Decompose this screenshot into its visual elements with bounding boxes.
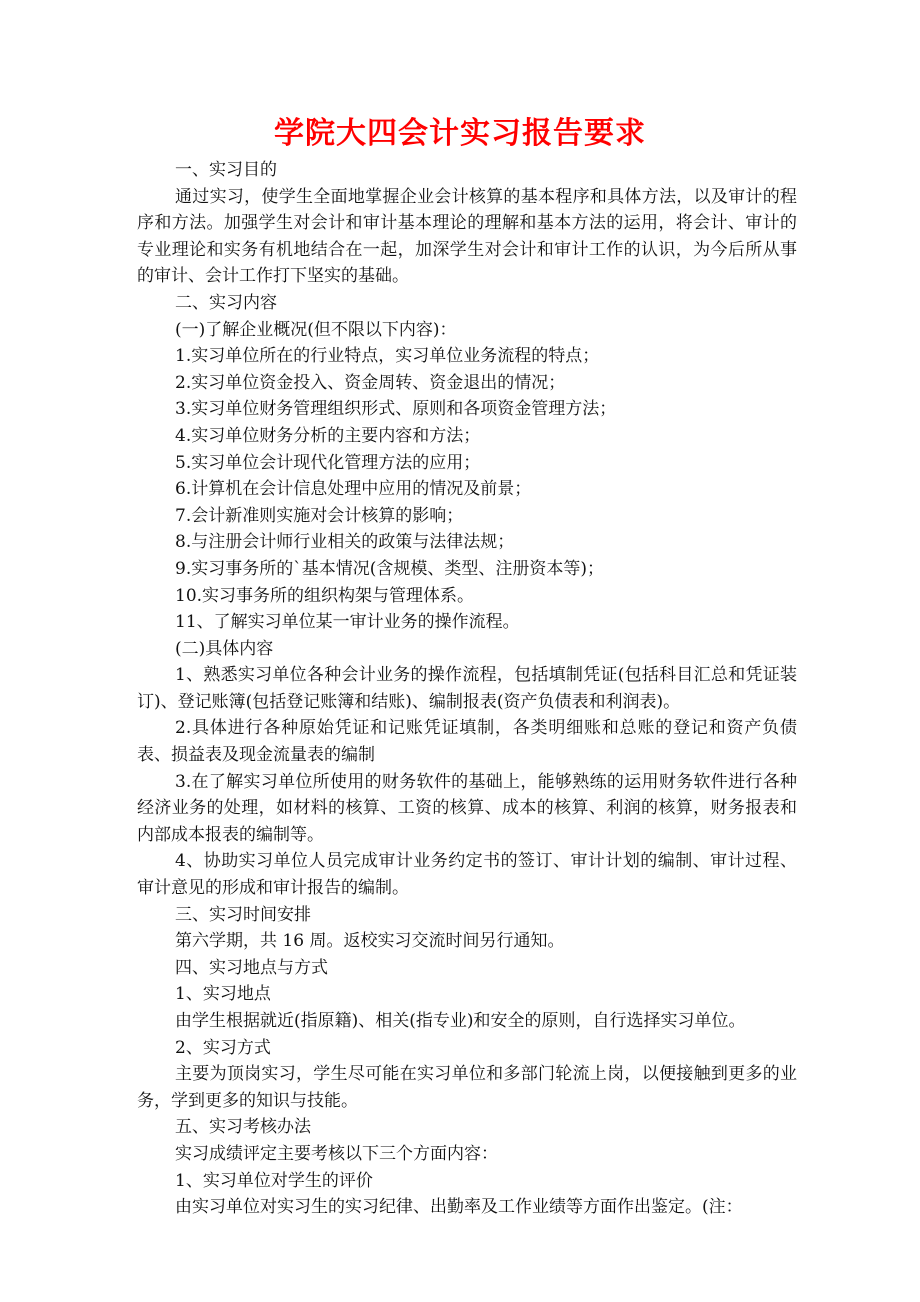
- list-item: 6.计算机在会计信息处理中应用的情况及前景；: [175, 479, 532, 500]
- paragraph-detail: 3.在了解实习单位所使用的财务软件的基础上，能够熟练的运用财务软件进行各种经济业务的处理，如材料的核算、工资的核算、成本的核算、利润的核算，财务报表和内部成本报表的编制等。: [137, 771, 797, 845]
- subsection-heading-method: 2、实习方式: [175, 1037, 271, 1058]
- section-heading-location: 四、实习地点与方式: [175, 957, 328, 978]
- subsection-heading-place: 1、实习地点: [175, 984, 271, 1005]
- subsection-heading-details: (二)具体内容: [175, 638, 274, 659]
- paragraph-place: 由学生根据就近(指原籍)、相关(指专业)和安全的原则，自行选择实习单位。: [175, 1011, 746, 1031]
- paragraph-schedule: 第六学期，共 16 周。返校实习交流时间另行通知。: [175, 931, 565, 952]
- list-item: 7.会计新准则实施对会计核算的影响；: [175, 505, 464, 526]
- list-item: 1.实习单位所在的行业特点，实习单位业务流程的特点；: [175, 346, 600, 367]
- list-item: 8.与注册会计师行业相关的政策与法律法规；: [175, 532, 515, 553]
- section-heading-schedule: 三、实习时间安排: [175, 904, 311, 925]
- list-item: 2.实习单位资金投入、资金周转、资金退出的情况；: [175, 372, 566, 393]
- paragraph-purpose: 通过实习，使学生全面地掌握企业会计核算的基本程序和具体方法，以及审计的程序和方法。加强学生对会计和审计基本理论的理解和基本方法的运用，将会计、审计的专业理论和实务有机地结合在一起，加深学生对会计和审计工作的认识，为今后所从事的审计、会计工作打下坚实的基础。: [137, 186, 797, 287]
- list-item: 11、了解实习单位某一审计业务的操作流程。: [175, 612, 520, 633]
- document-title: 学院大四会计实习报告要求: [274, 116, 646, 151]
- paragraph-detail: 2.具体进行各种原始凭证和记账凭证填制，各类明细账和总账的登记和资产负债表、损益表及现金流量表的编制: [137, 718, 797, 766]
- paragraph-detail: 1、熟悉实习单位各种会计业务的操作流程，包括填制凭证(包括科目汇总和凭证装订)、登记账簿(包括登记账簿和结账)、编制报表(资产负债表和利润表)。: [137, 665, 797, 712]
- section-heading-assessment: 五、实习考核办法: [175, 1117, 311, 1138]
- list-item: 5.实习单位会计现代化管理方法的应用；: [175, 452, 481, 473]
- subsection-heading-overview: (一)了解企业概况(但不限以下内容)：: [175, 319, 457, 340]
- list-item: 4.实习单位财务分析的主要内容和方法；: [175, 425, 481, 446]
- list-item: 10.实习事务所的组织构架与管理体系。: [175, 585, 475, 606]
- subsection-heading-unit-evaluation: 1、实习单位对学生的评价: [175, 1170, 373, 1191]
- list-item: 9.实习事务所的`基本情况(含规模、类型、注册资本等)；: [175, 558, 604, 579]
- section-heading-content: 二、实习内容: [175, 292, 277, 313]
- section-heading-purpose: 一、实习目的: [175, 160, 277, 180]
- paragraph-unit-evaluation: 由实习单位对实习生的实习纪律、出勤率及工作业绩等方面作出鉴定。(注：: [175, 1197, 743, 1218]
- paragraph-method: 主要为顶岗实习，学生尽可能在实习单位和多部门轮流上岗，以便接触到更多的业务，学到更多的知识与技能。: [137, 1064, 797, 1111]
- list-item: 3.实习单位财务管理组织形式、原则和各项资金管理方法；: [175, 399, 617, 420]
- paragraph-assessment-intro: 实习成绩评定主要考核以下三个方面内容：: [175, 1143, 498, 1164]
- paragraph-detail: 4、协助实习单位人员完成审计业务约定书的签订、审计计划的编制、审计过程、审计意见的形成和审计报告的编制。: [137, 851, 797, 899]
- document-body: [137, 157, 797, 1221]
